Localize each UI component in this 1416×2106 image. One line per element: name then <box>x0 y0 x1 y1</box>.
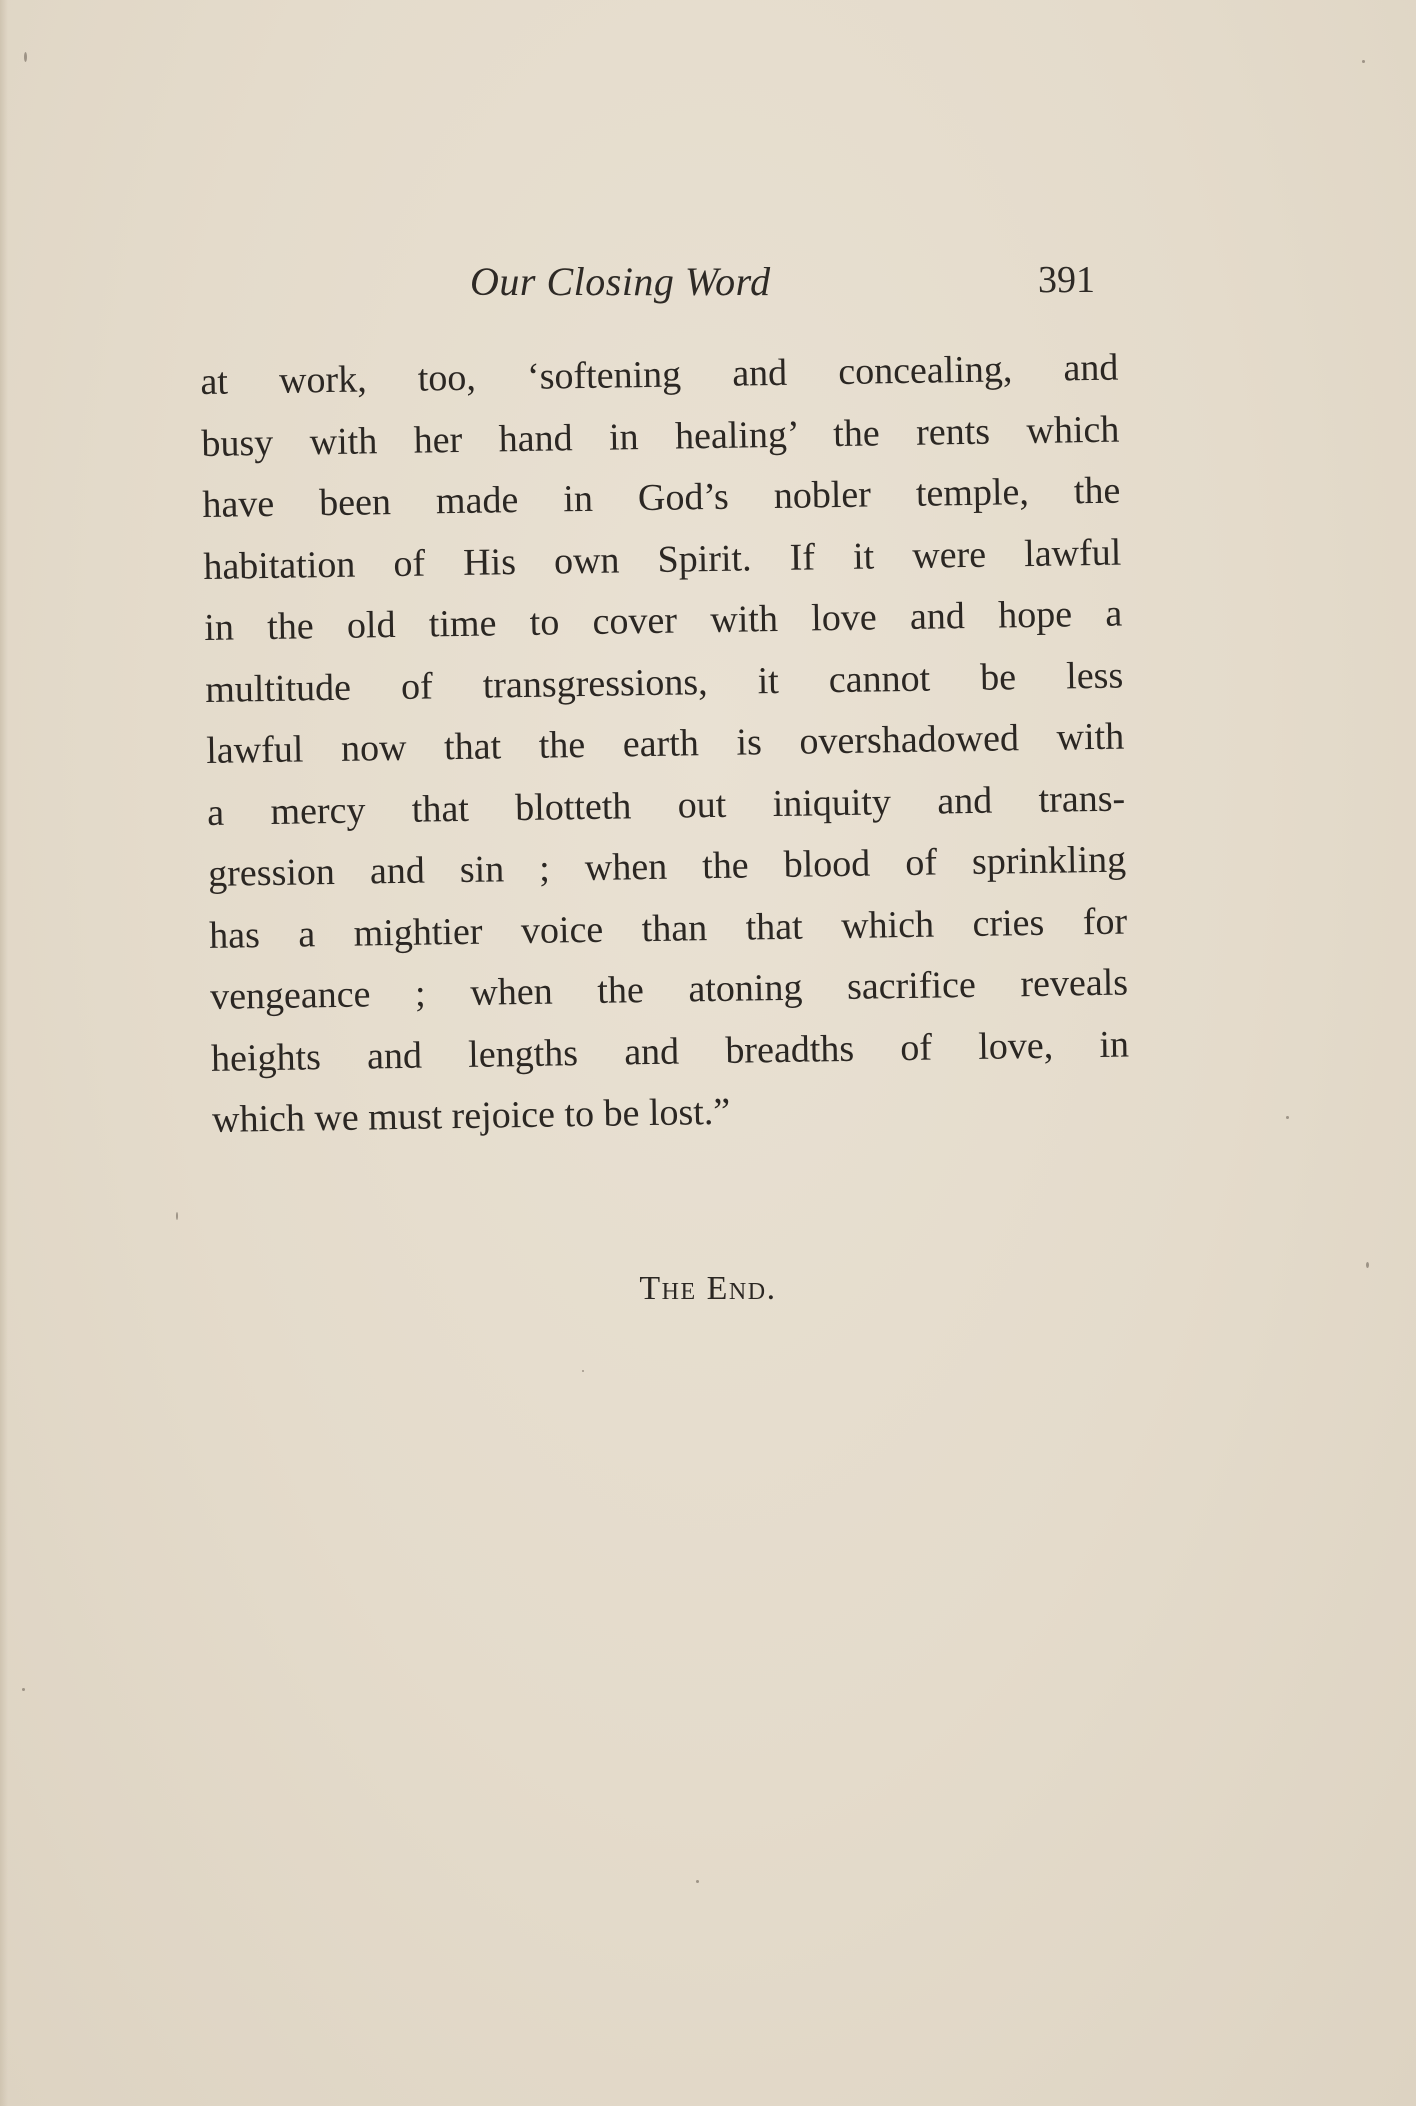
text-line: has a mightier voice than that which cries for <box>208 900 1128 957</box>
paper-speck <box>582 1370 584 1372</box>
text-line: habitation of His own Spirit. If it were lawful <box>203 531 1122 588</box>
the-end-heading: The End. <box>639 1270 777 1307</box>
running-title: Our Closing Word <box>470 259 771 304</box>
page-number: 391 <box>1038 259 1095 301</box>
text-line: at work, too, ‘softening and concealing, and <box>200 346 1119 403</box>
page-binding-edge <box>0 0 8 2106</box>
paper-speck <box>22 1688 25 1691</box>
paper-speck <box>1286 1116 1289 1119</box>
paper-speck <box>696 1880 699 1883</box>
text-line: gression and sin ; when the blood of sprinkling <box>207 838 1127 895</box>
paper-speck <box>1366 1262 1369 1268</box>
text-line: lawful now that the earth is overshadowed with <box>205 715 1125 772</box>
text-line-last: which we must rejoice to be lost.” <box>211 1090 731 1141</box>
body-text <box>200 338 1130 1152</box>
text-line: multitude of transgressions, it cannot be less <box>204 654 1124 711</box>
paper-speck <box>24 52 27 62</box>
text-line: busy with her hand in healing’ the rents which <box>201 408 1120 465</box>
running-head <box>200 258 1120 308</box>
text-line: in the old time to cover with love and hope a <box>204 592 1123 649</box>
paper-speck <box>1362 60 1365 63</box>
text-line: vengeance ; when the atoning sacrifice reveals <box>209 961 1129 1018</box>
text-line: have been made in God’s nobler temple, the <box>202 469 1121 526</box>
text-line: a mercy that blotteth out iniquity and trans- <box>206 777 1126 834</box>
text-line: heights and lengths and breadths of love, in <box>210 1022 1130 1080</box>
paper-speck <box>176 1212 178 1220</box>
